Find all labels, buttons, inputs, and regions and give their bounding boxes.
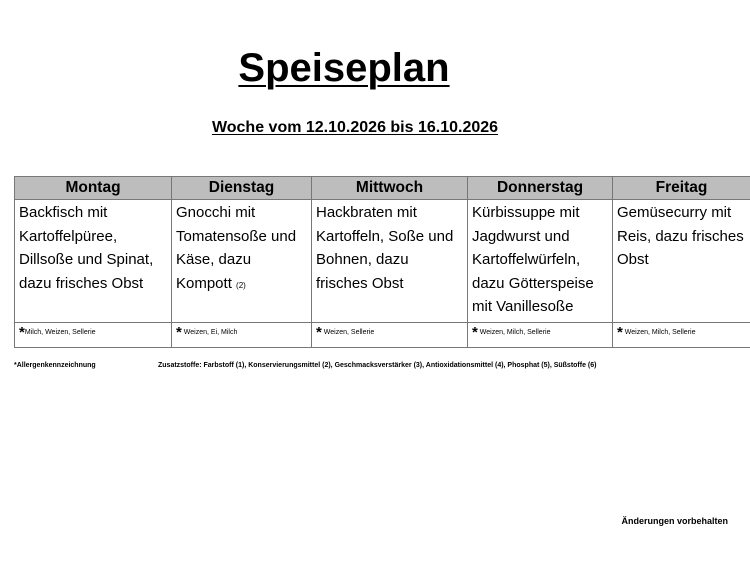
- allergens-wednesday: [312, 323, 468, 348]
- allergens-tuesday: [172, 323, 312, 348]
- meal-tuesday: [172, 200, 312, 323]
- week-range: Woche vom 12.10.2026 bis 16.10.2026: [211, 119, 499, 136]
- meal-text: Hackbraten mit Kartoffeln, Soße und Bohnen, dazu frisches Obst: [316, 204, 454, 292]
- day-header-wednesday: Mittwoch: [312, 177, 468, 200]
- table-header-row: [15, 177, 750, 200]
- meal-friday: [613, 200, 750, 323]
- allergen-text: Weizen, Ei, Milch: [183, 329, 238, 336]
- meal-text: Backfisch mit Kartoffelpüree, Dillsoße und Spinat, dazu frisches Obst: [19, 204, 154, 292]
- allergens-monday: [15, 323, 172, 348]
- allergen-text: Weizen, Milch, Sellerie: [624, 329, 696, 336]
- meal-text: Gemüsecurry mit Reis, dazu frisches Obst: [617, 204, 744, 268]
- allergens-thursday: [468, 323, 613, 348]
- day-header-friday: Freitag: [613, 177, 750, 200]
- day-header-monday: Montag: [15, 177, 172, 200]
- allergen-row: [15, 323, 750, 348]
- day-header-tuesday: Dienstag: [172, 177, 312, 200]
- day-header-thursday: Donnerstag: [468, 177, 613, 200]
- menu-table: [14, 176, 750, 348]
- meal-text: Gnocchi mit Tomatensoße und Käse, dazu Kompott: [176, 204, 297, 292]
- meal-text: Kürbissuppe mit Jagdwurst und Kartoffelwürfeln, dazu Götterspeise mit Vanillesoße: [472, 204, 594, 315]
- allergen-legend: *Allergenkennzeichnung: [14, 362, 96, 369]
- meal-row: [15, 200, 750, 323]
- allergen-star: *: [316, 324, 322, 341]
- allergen-text: Weizen, Milch, Sellerie: [479, 329, 551, 336]
- additive-note: (2): [236, 280, 246, 290]
- disclaimer: Änderungen vorbehalten: [621, 516, 728, 526]
- allergen-star: *: [19, 324, 25, 341]
- meal-thursday: [468, 200, 613, 323]
- allergen-text: Weizen, Sellerie: [323, 329, 375, 336]
- additives-legend: Zusatzstoffe: Farbstoff (1), Konservierungsmittel (2), Geschmacksverstärker (3), Antioxidationsmittel (4), Phosphat (5), Süßstoffe (6): [158, 362, 597, 369]
- meal-monday: [15, 200, 172, 323]
- allergens-friday: [613, 323, 750, 348]
- allergen-text: Milch, Weizen, Sellerie: [24, 329, 96, 336]
- page-title: Speiseplan: [238, 46, 450, 90]
- meal-wednesday: [312, 200, 468, 323]
- allergen-star: *: [617, 324, 623, 341]
- allergen-star: *: [176, 324, 182, 341]
- allergen-star: *: [472, 324, 478, 341]
